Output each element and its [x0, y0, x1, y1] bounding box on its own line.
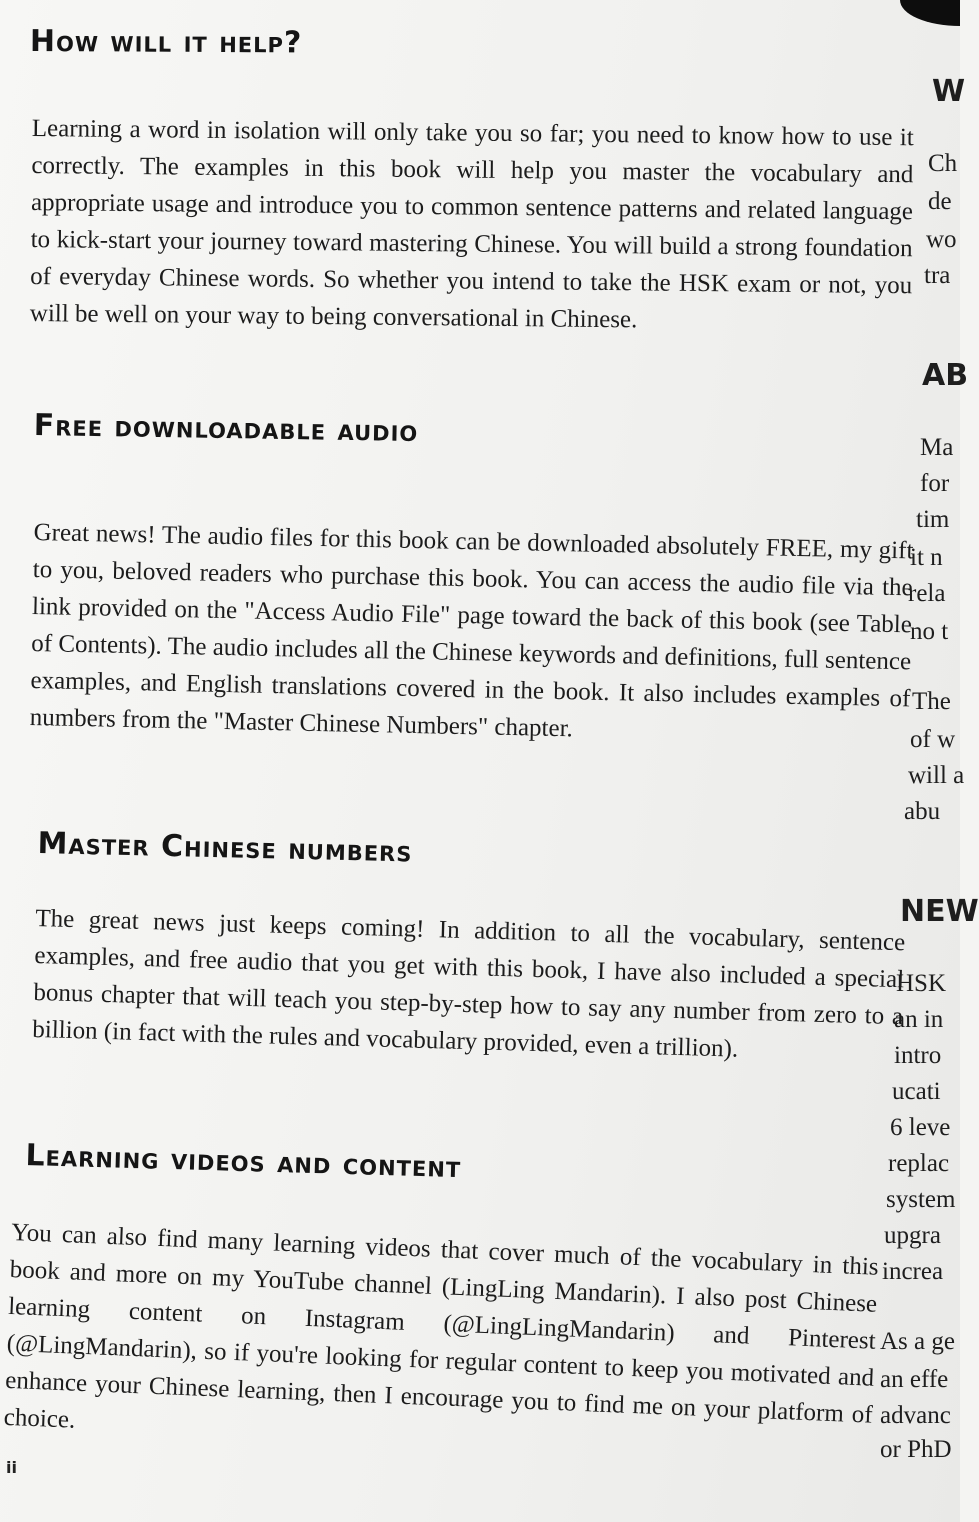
facing-page-text: 6 leve [890, 1114, 951, 1141]
facing-page-text: or PhD [880, 1436, 952, 1463]
facing-page-text: wo [926, 226, 957, 253]
facing-page-text: tim [916, 506, 950, 533]
facing-page-text: tra [924, 262, 951, 289]
section-heading-how-will-it-help: How will it help? [29, 24, 303, 61]
facing-page-text: will a [908, 762, 965, 789]
facing-page-text: Ch [928, 150, 958, 177]
facing-page-edge [880, 0, 979, 1522]
facing-page-text: intro [894, 1042, 942, 1069]
facing-page-text: no t [910, 618, 949, 645]
facing-page-text: advanc [880, 1402, 951, 1429]
facing-page-text: it n [910, 544, 943, 571]
facing-page-text: upgra [884, 1222, 941, 1249]
facing-page-text: abu [904, 798, 941, 825]
facing-page-text: W [932, 74, 966, 109]
facing-page-text: an in [894, 1006, 944, 1033]
facing-page-text: NEW [900, 894, 979, 929]
facing-page-text: The [912, 688, 951, 715]
facing-page-text: of w [910, 726, 956, 753]
facing-page-text: rela [908, 580, 946, 607]
facing-page-text: system [886, 1186, 956, 1213]
section-body-chinese-numbers: The great news just keeps coming! In addition to all the vocabulary, sentence examples, and free audio that you get with this book, I have also included a special bonus chapter that will teach you step-by-step how to say any number from zero to a billion (in fact with the rules and vocabulary provided, even a trillion). [32, 904, 906, 1063]
facing-page-text: an effe [880, 1366, 949, 1393]
facing-page-text: de [928, 188, 952, 215]
section-body-how-will-it-help: Learning a word in isolation will only take you so far; you need to know how to use it correctly. The examples in this book will help you master the vocabulary and appropriate usage and introduce you to common sentence patterns and related language to kick-start your journey toward mastering Chinese. You will build a strong foundation of everyday Chinese words. So whether you intend to take the HSK exam or not, you will be well on your way to being conversational in Chinese. [29, 114, 914, 334]
page-number: ii [6, 1458, 17, 1477]
section-heading-free-audio: Free downloadable audio [33, 408, 419, 450]
section-heading-learning-videos: Learning videos and content [25, 1138, 462, 1186]
section-body-free-audio: Great news! The audio files for this book can be downloaded absolutely FREE, my gift to you, beloved readers who purchase this book. You can access the audio file via the link provided on the "Access Audio File" page toward the back of this book (see Table of Contents). The audio includes all the Chinese keywords and definitions, full sentence examples, and English translations covered in the book. It also includes examples of numbers from the "Master Chinese Numbers" chapter. [29, 518, 914, 743]
facing-page-text: increa [882, 1258, 944, 1285]
facing-page-text: As a ge [880, 1328, 955, 1355]
facing-page-text: Ma [920, 434, 954, 461]
facing-page-text: replac [888, 1150, 950, 1177]
facing-page-text: ucati [892, 1078, 941, 1105]
section-heading-chinese-numbers: Master Chinese numbers [37, 826, 413, 870]
facing-page-text: for [920, 470, 950, 497]
facing-page-text: HSK [896, 970, 947, 997]
section-body-learning-videos: You can also find many learning videos that cover much of the vocabulary in this book and more on my YouTube channel (LingLing Mandarin). I also post Chinese learning content on Instagram (@LingLingMandarin) and Pinterest (@LingMandarin), so if you're looking for regular content to keep you motivated and enhance your Chinese learning, then I encourage you to find me on your platform of choice. [3, 1218, 880, 1434]
facing-page-text: AB [922, 358, 969, 393]
